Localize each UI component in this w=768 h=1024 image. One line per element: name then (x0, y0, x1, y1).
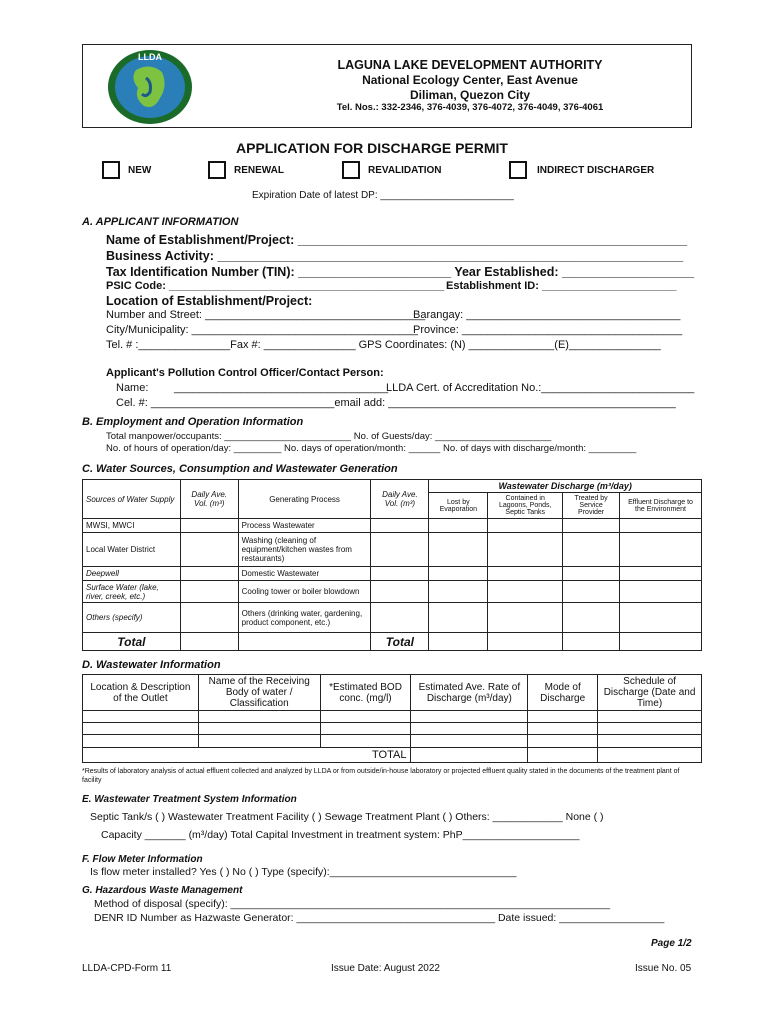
indirect-discharger-checkbox[interactable] (509, 161, 527, 179)
indirect-discharger-label: INDIRECT DISCHARGER (537, 165, 655, 176)
section-g-heading: G. Hazardous Waste Management (82, 885, 243, 896)
header-rate: Estimated Ave. Rate of Discharge (m³/day) (411, 675, 528, 711)
table-row (83, 735, 702, 748)
header-sources: Sources of Water Supply (83, 480, 181, 519)
table-row (83, 723, 702, 735)
street-field[interactable]: Number and Street: ____________________________________ (106, 309, 426, 321)
header-process: Generating Process (238, 480, 371, 519)
section-d-heading: D. Wastewater Information (82, 659, 221, 671)
source-cell: Local Water District (83, 533, 181, 567)
disposal-method-field[interactable]: Method of disposal (specify): _________________________________________________________________ (94, 898, 611, 910)
header-outlet: Location & Description of the Outlet (83, 675, 199, 711)
denr-id-field[interactable]: DENR ID Number as Hazwaste Generator: __________________________________ Date issued: __________________ (94, 912, 665, 924)
form-title: APPLICATION FOR DISCHARGE PERMIT (236, 140, 508, 156)
section-f-heading: F. Flow Meter Information (82, 854, 203, 865)
barangay-field[interactable]: Barangay: ___________________________________ (413, 309, 681, 321)
org-telephone: Tel. Nos.: 332-2346, 376-4039, 376-4072, 376-4049, 376-4061 (336, 102, 604, 113)
header-lost: Lost by Evaporation (429, 493, 488, 519)
location-label: Location of Establishment/Project: (106, 294, 313, 308)
manpower-guests-field[interactable]: Total manpower/occupants: ________________________ No. of Guests/day: ______________________ (106, 431, 552, 442)
llda-logo (106, 48, 194, 126)
source-cell: Others (specify) (83, 603, 181, 633)
operation-days-field[interactable]: No. of hours of operation/day: _________ No. days of operation/month: ______ No. of days with discharge/month: _________ (106, 443, 637, 454)
bod-footnote: *Results of laboratory analysis of actual effluent collected and analyzed by LLDA or from outside/in-house laboratory or projected effluent quality stated in the documents of the treatment plant of facility (82, 768, 680, 784)
treatment-type-field[interactable]: Septic Tank/s ( ) Wastewater Treatment Facility ( ) Sewage Treatment Plant ( ) Others: ____________ None ( ) (90, 811, 604, 823)
renewal-checkbox[interactable] (208, 161, 226, 179)
section-e-heading: E. Wastewater Treatment System Information (82, 794, 297, 805)
header-bod: *Estimated BOD conc. (mg/l) (320, 675, 411, 711)
revalidation-label: REVALIDATION (368, 165, 442, 176)
header-daily-vol-2: Daily Ave. Vol. (m³) (371, 480, 429, 519)
pco-name-label: Name: (116, 382, 149, 394)
city-field[interactable]: City/Municipality: _____________________________________ (106, 324, 418, 336)
section-a-heading: A. APPLICANT INFORMATION (82, 216, 239, 228)
cel-email-field[interactable]: Cel. #: ______________________________email add: _______________________________________________ (116, 397, 676, 409)
renewal-label: RENEWAL (234, 165, 284, 176)
province-field[interactable]: Province: ____________________________________ (413, 324, 683, 336)
wastewater-info-table (82, 674, 702, 763)
capacity-investment-field[interactable]: Capacity _______ (m³/day) Total Capital Investment in treatment system: PhP____________________ (101, 829, 580, 841)
table-row (83, 711, 702, 723)
header-receiving-body: Name of the Receiving Body of water / Classification (198, 675, 320, 711)
section-b-heading: B. Employment and Operation Information (82, 416, 304, 428)
pco-label: Applicant's Pollution Control Officer/Contact Person: (106, 367, 384, 379)
flow-meter-field[interactable]: Is flow meter installed? Yes ( ) No ( ) Type (specify):________________________________ (90, 866, 517, 878)
psic-code-field[interactable]: PSIC Code: _____________________________________________ (106, 280, 445, 292)
process-cell: Cooling tower or boiler blowdown (238, 581, 371, 603)
total-row (83, 748, 702, 763)
issue-number: Issue No. 05 (635, 963, 692, 974)
source-cell: Deepwell (83, 567, 181, 581)
section-c-heading: C. Water Sources, Consumption and Wastewater Generation (82, 463, 398, 475)
header-schedule: Schedule of Discharge (Date and Time) (598, 675, 702, 711)
table-row (83, 519, 702, 533)
header-effluent: Effluent Discharge to the Environment (620, 493, 702, 519)
org-address-2: Diliman, Quezon City (409, 88, 530, 102)
table-row (83, 567, 702, 581)
pco-name-field[interactable]: ___________________________________ (174, 382, 389, 394)
process-cell: Others (drinking water, gardening, product component, etc.) (238, 603, 371, 633)
total-row (83, 633, 702, 651)
business-activity-field[interactable]: Business Activity: ___________________________________________________________________ (106, 249, 684, 263)
establishment-id-field[interactable]: Establishment ID: ______________________ (446, 280, 677, 292)
svg-text:LLDA: LLDA (138, 52, 162, 62)
issue-date: Issue Date: August 2022 (331, 963, 440, 974)
header-wastewater-discharge: Wastewater Discharge (m³/day) (429, 480, 702, 493)
table-row (83, 603, 702, 633)
accreditation-field[interactable]: LLDA Cert. of Accreditation No.:_________________________ (386, 382, 695, 394)
tin-year-field[interactable]: Tax Identification Number (TIN): ______________________ Year Established: ___________________ (106, 265, 695, 279)
total-label-2: Total (371, 633, 429, 651)
source-cell: MWSI, MWCI (83, 519, 181, 533)
org-name: LAGUNA LAKE DEVELOPMENT AUTHORITY (337, 58, 603, 72)
page-number: Page 1/2 (651, 938, 692, 949)
revalidation-checkbox[interactable] (342, 161, 360, 179)
new-label: NEW (128, 165, 152, 176)
table-row (83, 533, 702, 567)
source-cell: Surface Water (lake, river, creek, etc.) (83, 581, 181, 603)
new-checkbox[interactable] (102, 161, 120, 179)
expiration-date-field[interactable]: Expiration Date of latest DP: ________________________ (252, 190, 514, 201)
header-contained: Contained in Lagoons, Ponds, Septic Tanks (488, 493, 563, 519)
total-label: Total (83, 633, 181, 651)
form-number: LLDA-CPD-Form 11 (82, 963, 172, 974)
water-sources-table (82, 479, 702, 651)
process-cell: Domestic Wastewater (238, 567, 371, 581)
table-row (83, 581, 702, 603)
org-address-1: National Ecology Center, East Avenue (362, 73, 578, 87)
process-cell: Washing (cleaning of equipment/kitchen wastes from restaurants) (238, 533, 371, 567)
tel-fax-gps-field[interactable]: Tel. # :_______________Fax #: _______________ GPS Coordinates: (N) ______________(E)_______________ (106, 339, 661, 351)
total-label: TOTAL (83, 748, 411, 763)
establishment-name-field[interactable]: Name of Establishment/Project: ________________________________________________________ (106, 233, 688, 247)
header-treated: Treated by Service Provider (563, 493, 620, 519)
header-mode: Mode of Discharge (528, 675, 598, 711)
process-cell: Process Wastewater (238, 519, 371, 533)
header-daily-vol: Daily Ave. Vol. (m³) (180, 480, 238, 519)
